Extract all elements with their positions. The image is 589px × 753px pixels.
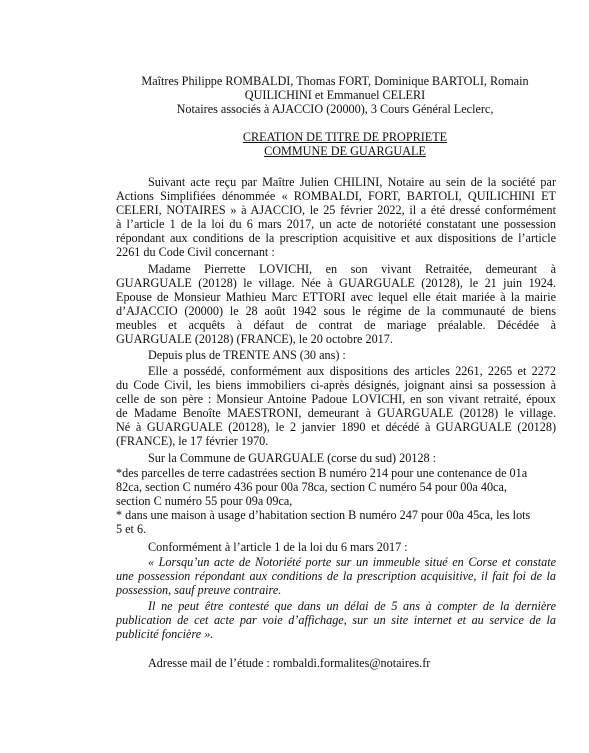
body-line: d’AJACCIO (20000) le 28 août 1942 sous le régime de la communauté de biens [116,304,556,318]
body-line: Sur la Commune de GUARGUALE (corse du sud) 20128 : [148,451,437,465]
body-line: à l’article 1 de la loi du 6 mars 2017, un acte de notoriété constatant une possession [116,217,556,231]
body-line: répondant aux conditions de la prescription acquisitive et aux dispositions de l’article [116,231,556,245]
parcel-line: *des parcelles de terre cadastrées section B numéro 214 pour une contenance de 01a [116,466,528,480]
parcel-line: 82ca, section C numéro 436 pour 00a 78ca, section C numéro 54 pour 00a 40ca, [116,480,507,494]
body-line: Elle a possédé, conformément aux dispositions des articles 2261, 2265 et 2272 [148,364,556,378]
body-line: Madame Pierrette LOVICHI, en son vivant Retraitée, demeurant à [148,262,556,276]
header-notaries-line1: Maîtres Philippe ROMBALDI, Thomas FORT, Dominique BARTOLI, Romain [141,74,529,88]
quote-line: publication de cet acte par voie d’affichage, sur un site internet et au service de la [116,613,556,627]
quote-line: possession, sauf preuve contraire. [116,583,282,597]
parcel-line: 5 et 6. [116,522,147,536]
body-line: Suivant acte reçu par Maître Julien CHILINI, Notaire au sein de la société par [148,175,556,189]
body-line: Epouse de Monsieur Mathieu Marc ETTORI avec lequel elle était mariée à la mairie [116,290,556,304]
body-line: GUARGUALE (20128) (FRANCE), le 20 octobre 2017. [116,332,393,346]
body-line: CELERI, NOTAIRES » à AJACCIO, le 25 février 2022, il a été dressé conformément [116,203,556,217]
body-line: meubles et acquêts à défaut de contrat de mariage préalable. Décédée à [116,318,556,332]
body-line: de Madame Benoîte MAESTRONI, demeurant à GUARGUALE (20128) le village. [116,406,556,420]
contact-email: Adresse mail de l’étude : rombaldi.formalites@notaires.fr [148,656,431,670]
quote-line: « Lorsqu’un acte de Notoriété porte sur un immeuble situé en Corse et constate [148,555,556,569]
body-line: GUARGUALE (20128) le village. Née à GUARGUALE (20128), le 21 juin 1924. [116,276,556,290]
body-line: celle de son père : Monsieur Antoine Padoue LOVICHI, en son vivant retraité, époux [116,392,556,406]
quote-line: une possession répondant aux conditions de la prescription acquisitive, il fait foi de la [116,569,556,583]
header-notaries-line2: QUILICHINI et Emmanuel CELERI [244,88,426,102]
body-line: Depuis plus de TRENTE ANS (30 ans) : [148,348,346,362]
body-line: du Code Civil, les biens immobiliers ci-après désignés, joignant ainsi sa possession à [116,378,556,392]
body-line: Actions Simplifiées dénommée « ROMBALDI, FORT, BARTOLI, QUILICHINI ET [116,189,556,203]
document-title: CREATION DE TITRE DE PROPRIETE [242,130,448,144]
quote-line: Il ne peut être contesté que dans un délai de 5 ans à compter de la dernière [148,599,556,613]
parcel-line: section C numéro 55 pour 09a 09ca, [116,494,293,508]
body-line: 2261 du Code Civil concernant : [116,245,275,259]
header-address: Notaires associés à AJACCIO (20000), 3 Cours Général Leclerc, [176,102,494,116]
body-line: (FRANCE), le 17 février 1970. [116,434,269,448]
quote-line: publicité foncière ». [116,627,214,641]
document-subtitle: COMMUNE DE GUARGUALE [264,144,426,158]
body-line: Conformément à l’article 1 de la loi du 6 mars 2017 : [148,540,408,554]
body-line: Né à GUARGUALE (20128), le 2 janvier 1890 et décédé à GUARGUALE (20128) [116,420,556,434]
parcel-line: * dans une maison à usage d’habitation section B numéro 247 pour 00a 45ca, les lots [116,508,531,522]
